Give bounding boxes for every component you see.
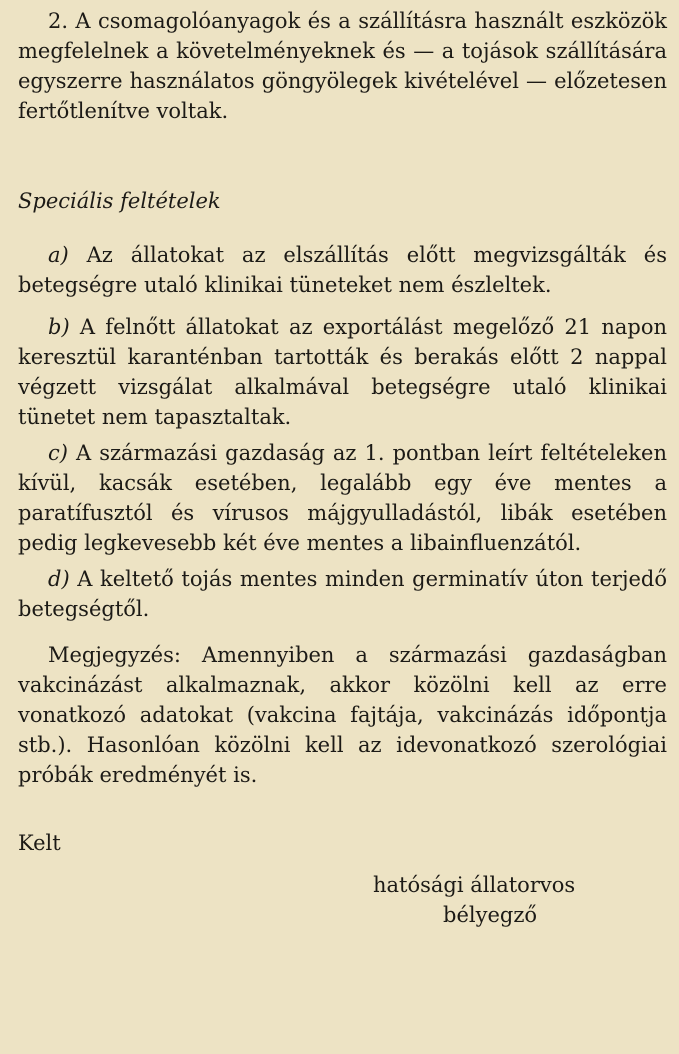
place-date-label: Kelt	[18, 831, 61, 855]
item-text-d: A keltető tojás mentes minden germinatív úton terjedő betegségtől.	[18, 567, 667, 621]
item-label-d: d)	[48, 567, 70, 591]
item-label-a: a)	[48, 243, 69, 267]
paragraph-point-2: 2. A csomagolóanyagok és a szállításra használt eszközök megfelelnek a követelményeknek és — a tojások szállítására egyszerre használatos göngyölegek kivételével — előzetesen fertőtlenítve voltak.	[18, 9, 667, 123]
list-item-c	[18, 438, 667, 558]
item-text-b: A felnőtt állatokat az exportálást megelőző 21 napon keresztül karanténban tartották és berakás előtt 2 nappal végzett vizsgálat alkalmával betegségre utaló klinikai tünetet nem tapasztaltak.	[18, 315, 667, 429]
item-label-b: b)	[48, 315, 70, 339]
item-text-c: A származási gazdaság az 1. pontban leírt feltételeken kívül, kacsák esetében, legalább egy éve mentes a paratífusztól és vírusos májgyulladástól, libák esetében pedig legkevesebb két éve mentes a libainfluenzától.	[18, 441, 667, 555]
list-item-a	[18, 240, 667, 300]
list-item-b	[18, 312, 667, 432]
item-text-a: Az állatokat az elszállítás előtt megvizsgálták és betegségre utaló klinikai tüneteket nem észleltek.	[18, 243, 667, 297]
item-label-c: c)	[48, 441, 68, 465]
signature-block	[18, 870, 667, 930]
signature-title: hatósági állatorvos	[373, 873, 576, 897]
note-paragraph: Megjegyzés: Amennyiben a származási gazdaságban vakcinázást alkalmaznak, akkor közölni kell az erre vonatkozó adatokat (vakcina fajtája, vakcinázás időpontja stb.). Hasonlóan közölni kell az idevonatkozó szerológiai próbák eredményét is.	[18, 643, 667, 787]
special-conditions-title: Speciális feltételek	[18, 189, 221, 213]
list-item-d	[18, 564, 667, 624]
stamp-label: bélyegző	[443, 903, 538, 927]
